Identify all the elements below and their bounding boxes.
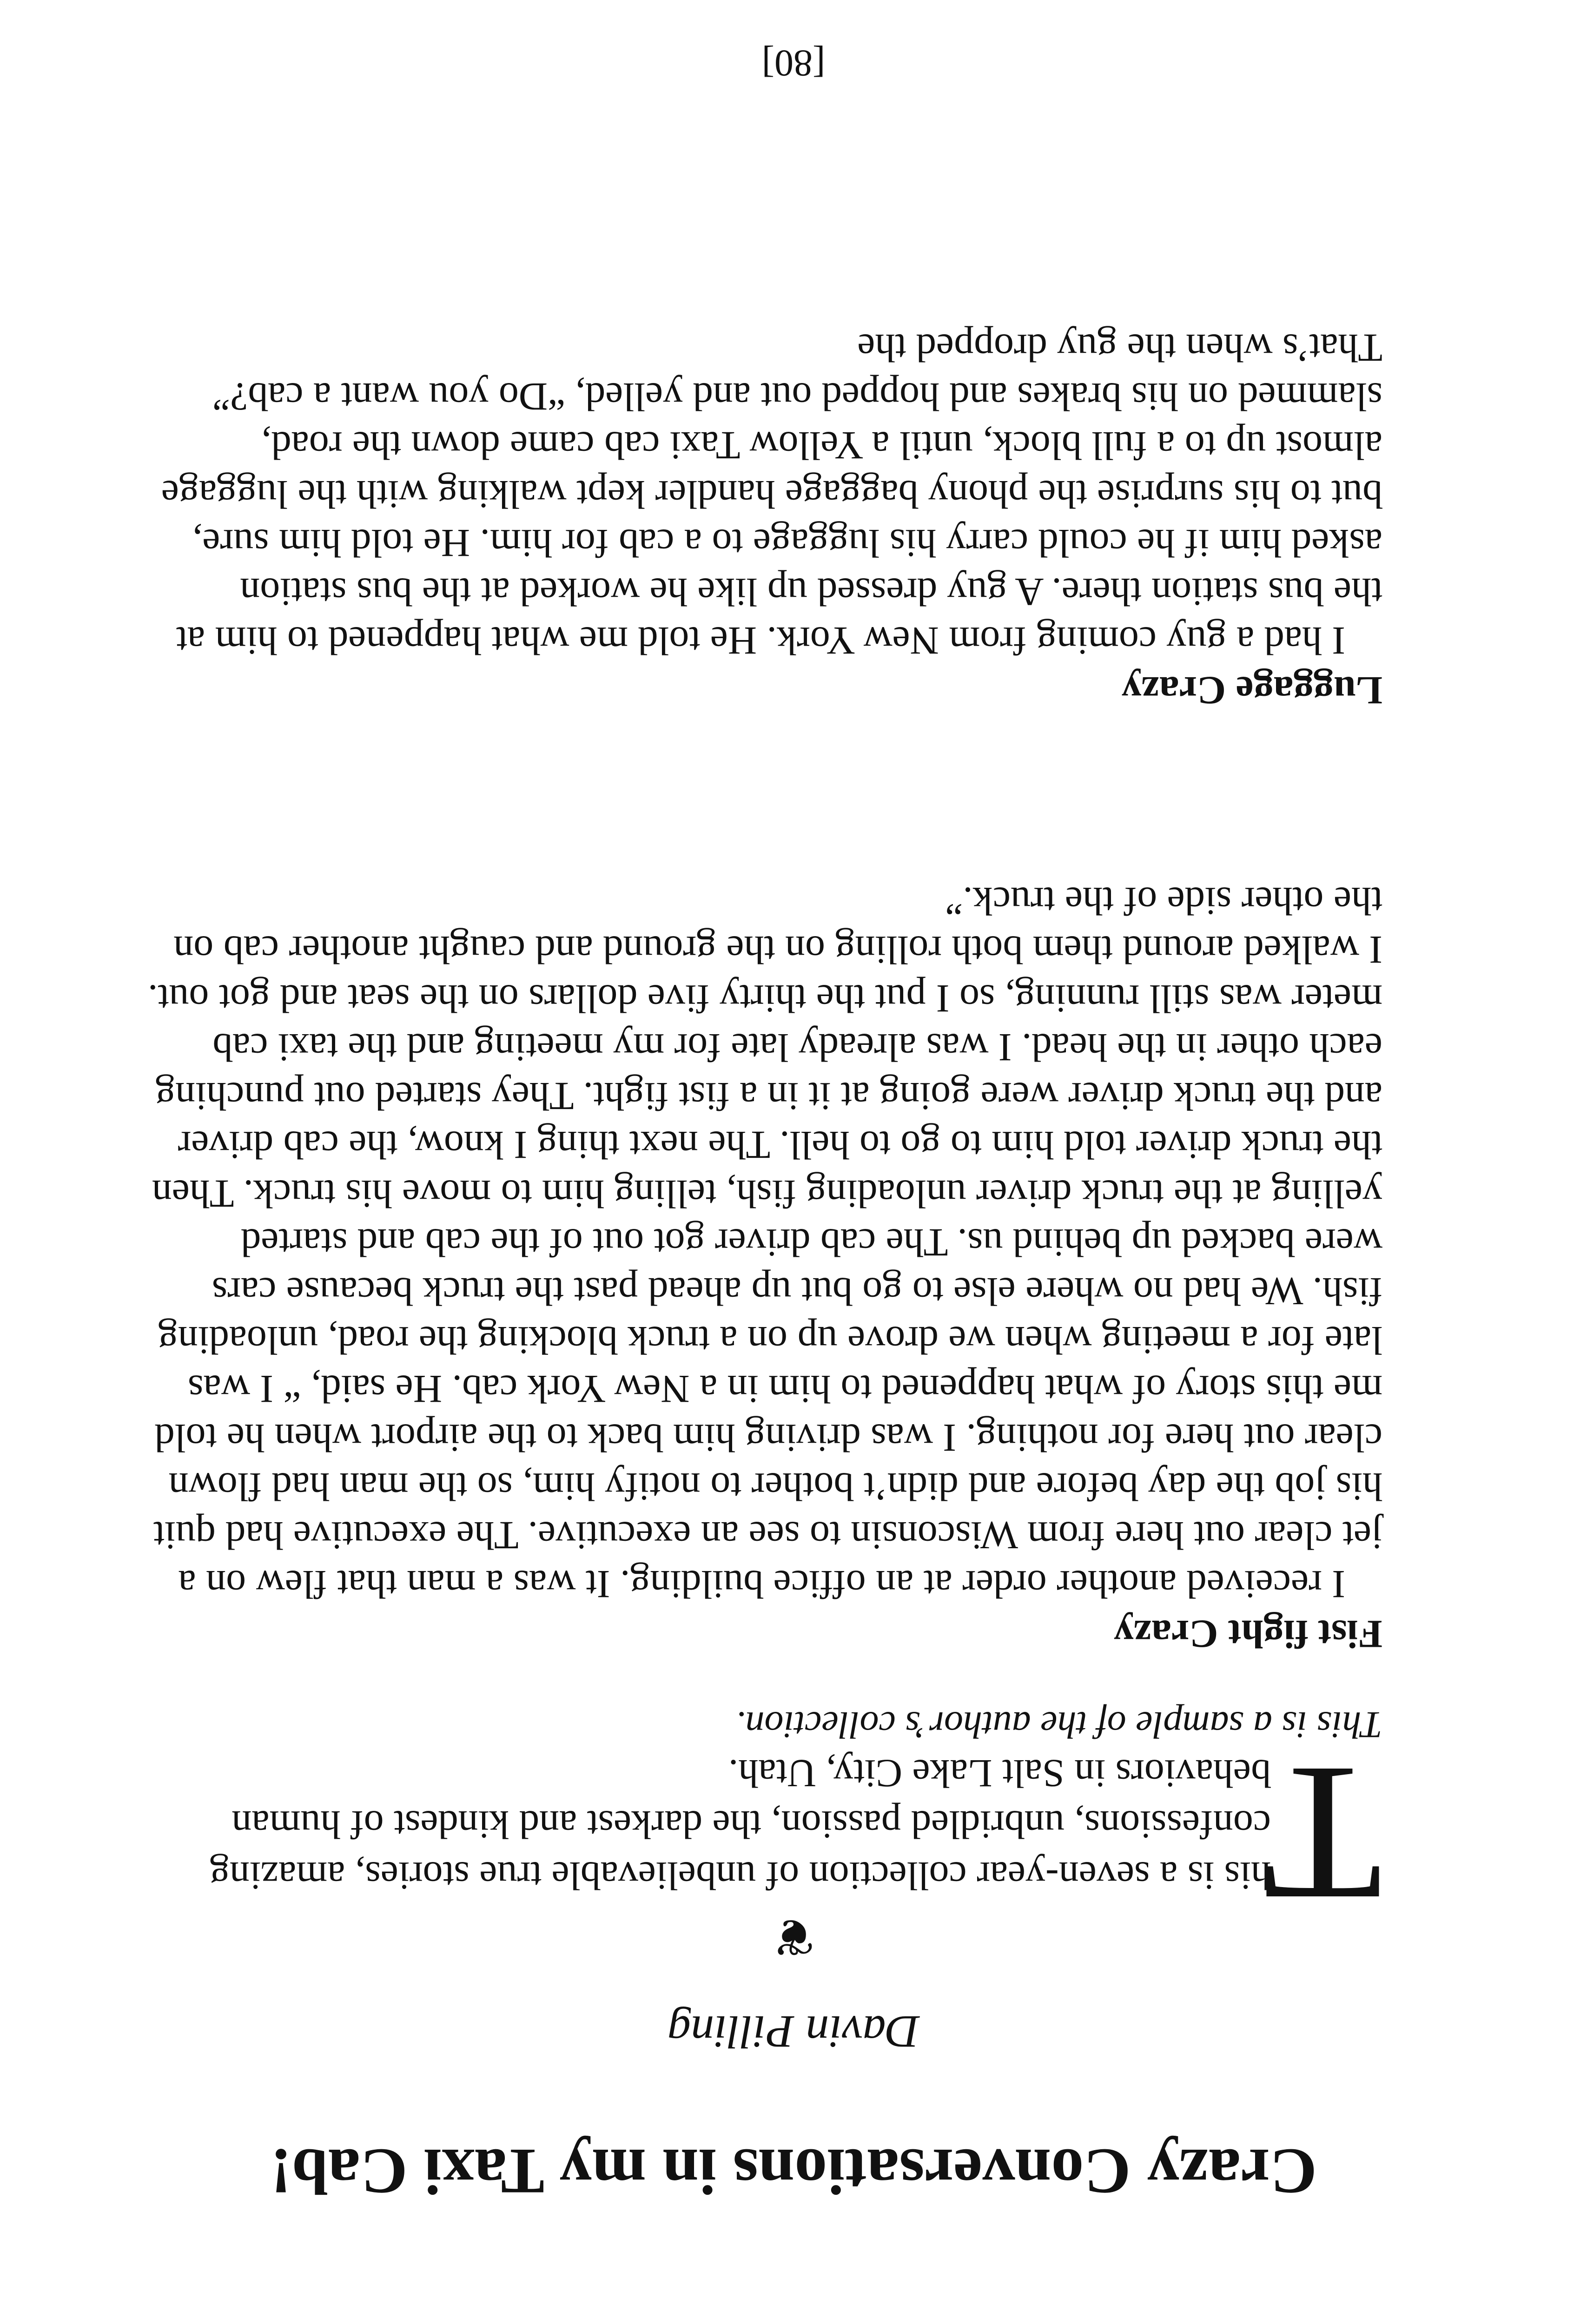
drop-cap: T xyxy=(1263,1726,1382,1942)
section-heading-fist-fight: Fist fight Crazy xyxy=(1114,1612,1382,1657)
collection-note: This is a sample of the author’s collection. xyxy=(736,1704,1382,1746)
section-heading-luggage: Luggage Crazy xyxy=(1121,668,1382,713)
section-body-fist-fight: I received another order at an office building. It was a man that flew on a jet clear out here from Wisconsin to see an executive. The executive had quit his job the day before and didn’t bother to notify him, so the man had flown clear out here for nothing. I was driving him back to the airport when he told me this story of what happened to him in a New York cab. He said, “ I was late for a meeting when we drove up on a truck blocking the road, unloading fish. We had no where else to go but up ahead past the truck because cars were backed up behind us. The cab driver got out of the cab and started yelling at the truck driver unloading fish, telling him to move his truck. Then the truck driver told him to go to hell. The next thing I know, the cab driver and the truck driver were going at it in a fist fight. They started out punching each other in the head. I was already late for my meeting and the taxi cab meter was still running, so I put the thirty five dollars on the seat and got out. I walked around them both rolling on the ground and caught another cab on the other side of the truck.” xyxy=(148,879,1382,1607)
page-title: Crazy Conversations in my Taxi Cab! xyxy=(270,2135,1317,2207)
fleuron-ornament-icon: ❦ xyxy=(772,1908,815,1965)
section-body-luggage: I had a guy coming from New York. He told me what happened to him at the bus station there. A guy dressed up like he worked at the bus station asked him if he could carry his luggage to a cab for him. He told him sure, but to his surprise the phony baggage handler kept walking with the luggage almost up to a full block, until a Yellow Taxi cab came down the road, slammed on his brakes and hopped out and yelled, “Do you want a cab?” That’s when the guy dropped the xyxy=(161,326,1382,663)
page-number: [80] xyxy=(761,42,826,85)
author-name: Davin Pilling xyxy=(668,2006,919,2058)
intro-paragraph: his is a seven-year collection of unbelievable true stories, amazing confessions, unbridled passion, the darkest and kindest of human behaviors in Salt Lake City, Utah. xyxy=(210,1751,1271,1898)
